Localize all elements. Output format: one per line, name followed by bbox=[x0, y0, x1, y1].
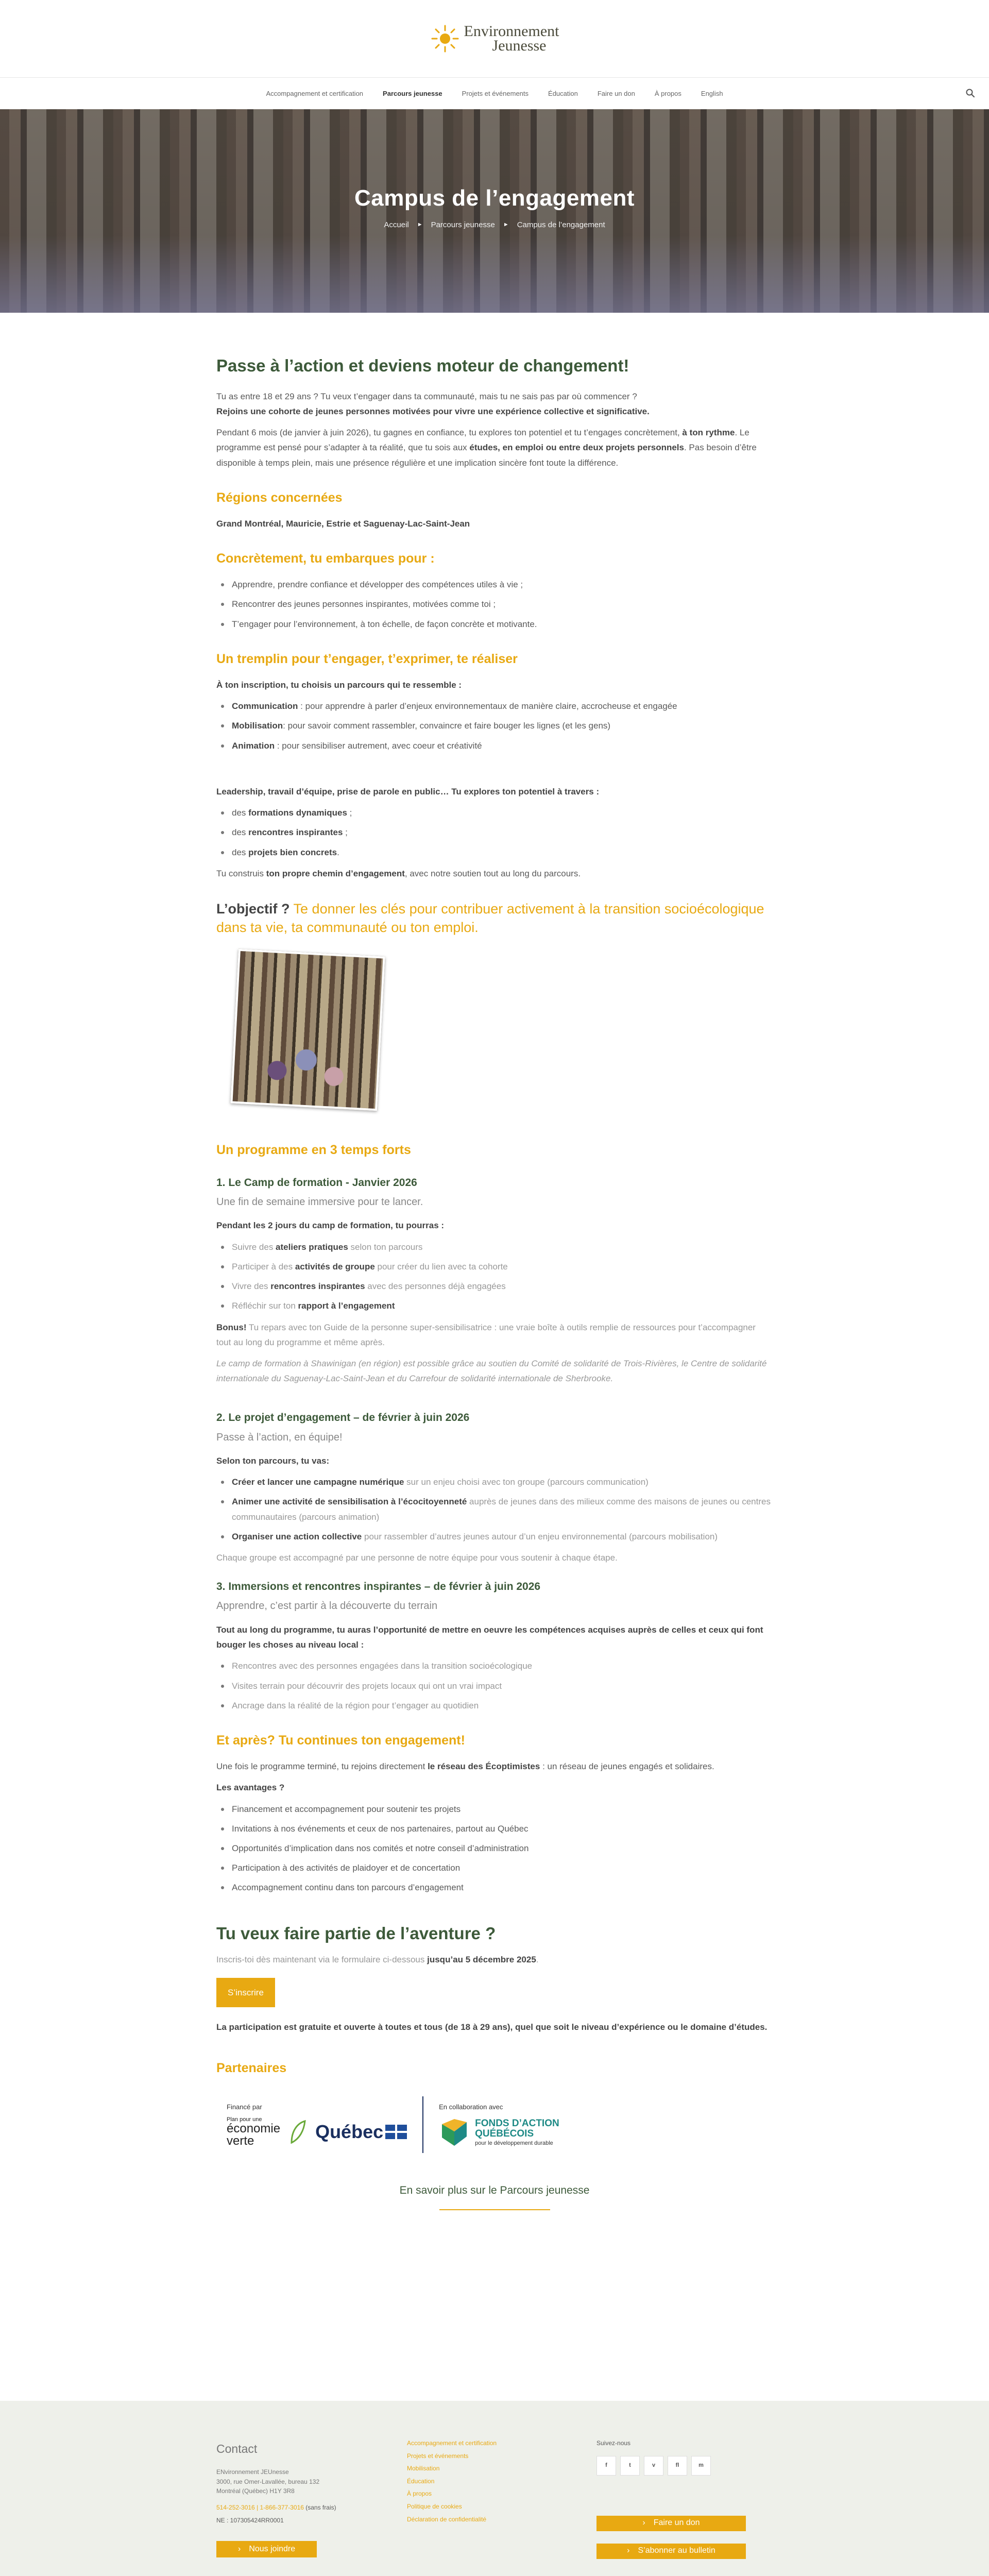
contact-button[interactable] bbox=[216, 2541, 317, 2557]
list-item: Accompagnement continu dans ton parcours d’engagement bbox=[216, 1880, 773, 1895]
step2-title: 2. Le projet d’engagement – de février à juin 2026 bbox=[216, 1412, 470, 1424]
list-item bbox=[216, 1240, 773, 1255]
explore-list bbox=[216, 805, 773, 860]
footer-links bbox=[407, 2437, 596, 2571]
phone-note: (sans frais) bbox=[303, 2503, 336, 2511]
intro-question: Tu as entre 18 et 29 ans ? Tu veux t’engager dans ta communauté, mais tu ne sais pas par où commencer ? bbox=[216, 391, 637, 401]
contact-button-label: Nous joindre bbox=[249, 2544, 296, 2553]
chemin-b: ton propre chemin d’engagement bbox=[266, 868, 405, 878]
chevron-right-icon: ► bbox=[503, 222, 509, 228]
leadership-text: Leadership, travail d’équipe, prise de parole en public… Tu explores ton potentiel à travers : bbox=[216, 786, 600, 796]
objective-text: Te donner les clés pour contribuer activement à la transition socioécologique dans ta vie, ta communauté ou ton emploi. bbox=[216, 901, 764, 936]
list-item bbox=[216, 1475, 773, 1489]
eco-big2: verte bbox=[227, 2133, 254, 2148]
footer-contact bbox=[216, 2437, 407, 2571]
intro-bold-etudes: études, en emploi ou entre deux projets personnels bbox=[469, 443, 684, 453]
fonds-l1: FONDS D’ACTION bbox=[475, 2118, 559, 2129]
item-bold: formations dynamiques bbox=[248, 808, 347, 818]
list-item bbox=[216, 1259, 773, 1274]
nav-item-don[interactable]: Faire un don bbox=[597, 90, 635, 97]
donate-button[interactable] bbox=[596, 2516, 746, 2531]
intro-heading: Passe à l’action et deviens moteur de changement! bbox=[216, 356, 629, 375]
arrow-right-icon: › bbox=[627, 2546, 630, 2555]
footer-link[interactable]: À propos bbox=[407, 2490, 432, 2498]
item-pre: des bbox=[232, 827, 249, 838]
item-pre: des bbox=[232, 847, 249, 857]
logo-area bbox=[0, 0, 989, 77]
path-desc: : pour apprendre à parler d’enjeux environnementaux de manière claire, accrocheuse et engagée bbox=[298, 701, 677, 711]
site-header bbox=[0, 0, 989, 109]
path-name: Mobilisation bbox=[232, 721, 283, 731]
donate-button-label: Faire un don bbox=[653, 2518, 700, 2528]
list-item bbox=[216, 738, 773, 753]
step2-subtitle: Passe à l’action, en équipe! bbox=[216, 1431, 343, 1443]
address-line: Montréal (Québec) H1Y 3R8 bbox=[216, 2487, 295, 2495]
cta-heading: Tu veux faire partie de l’aventure ? bbox=[216, 1923, 496, 1943]
collab-block bbox=[439, 2102, 559, 2148]
list-item: Invitations à nos événements et ceux de nos partenaires, partout au Québec bbox=[216, 1821, 773, 1836]
item-bold: Créer et lancer une campagne numérique bbox=[232, 1477, 404, 1487]
chevron-right-icon: ► bbox=[417, 222, 423, 228]
main-content bbox=[216, 313, 773, 2210]
learn-more-link[interactable] bbox=[216, 2181, 773, 2210]
breadcrumb-current: Campus de l’engagement bbox=[517, 221, 605, 229]
step3-lead: Tout au long du programme, tu auras l’opportunité de mettre en oeuvre les compétences acquises auprès de celles et ceux qui font bouger les choses au niveau local : bbox=[216, 1624, 763, 1650]
eco-text bbox=[227, 2117, 280, 2147]
item-post: ; bbox=[347, 808, 352, 818]
ne-number: NE : 107305424RR0001 bbox=[216, 2516, 284, 2524]
intro-text-a: Pendant 6 mois (de janvier à juin 2026), tu gagnes en confiance, tu explores ton potentiel et tu t’engages concrètement, bbox=[216, 428, 683, 438]
search-icon[interactable] bbox=[965, 88, 976, 98]
phone-link[interactable]: 514-252-3016 | 1-866-377-3016 bbox=[216, 2503, 304, 2511]
intro-paragraph-1 bbox=[216, 389, 773, 419]
step3-title: 3. Immersions et rencontres inspirantes – de février à juin 2026 bbox=[216, 1581, 541, 1593]
phone-line bbox=[216, 2501, 407, 2514]
register-button[interactable]: S’inscrire bbox=[216, 1978, 275, 2007]
step2-list bbox=[216, 1475, 773, 1544]
quebec-logo bbox=[315, 2116, 407, 2148]
logo-line-1: Environnement bbox=[464, 22, 559, 40]
item-post: auprès de jeunes dans des milieux comme des maisons de jeunes ou centres communautaires (parcours animation) bbox=[232, 1497, 771, 1522]
embarques-list bbox=[216, 577, 773, 632]
item-bold: rencontres inspirantes bbox=[248, 827, 343, 838]
item-bold: projets bien concrets bbox=[248, 847, 337, 857]
step1-lead: Pendant les 2 jours du camp de formation, tu pourras : bbox=[216, 1221, 445, 1231]
bonus-label: Bonus! bbox=[216, 1322, 247, 1332]
fonds-l2: QUÉBÉCOIS bbox=[475, 2128, 534, 2140]
forest-group-photo bbox=[230, 949, 385, 1111]
footer-link[interactable]: Politique de cookies bbox=[407, 2502, 462, 2510]
list-item bbox=[216, 1279, 773, 1294]
cta-free: La participation est gratuite et ouverte à toutes et tous (de 18 à 29 ans), quel que soit le niveau d’expérience ou le domaine d’études. bbox=[216, 2022, 768, 2032]
collab-label: En collaboration avec bbox=[439, 2103, 503, 2111]
eco-big1: économie bbox=[227, 2121, 281, 2136]
intro-bold-rythme: à ton rythme bbox=[682, 428, 735, 438]
breadcrumb-parcours[interactable]: Parcours jeunesse bbox=[431, 221, 495, 229]
partners-logos bbox=[227, 2089, 773, 2161]
list-item bbox=[216, 805, 773, 820]
sun-icon bbox=[430, 24, 460, 54]
footer-link[interactable]: Déclaration de confidentialité bbox=[407, 2515, 487, 2523]
item-pre: Participer à des bbox=[232, 1261, 295, 1272]
list-item: Visites terrain pour découvrir des projets locaux qui ont un vrai impact bbox=[216, 1679, 773, 1693]
item-post: pour créer du lien avec ta cohorte bbox=[374, 1261, 508, 1272]
newsletter-button-label: S’abonner au bulletin bbox=[638, 2546, 715, 2555]
bonus-paragraph bbox=[216, 1320, 773, 1350]
step1-list bbox=[216, 1240, 773, 1314]
item-bold: activités de groupe bbox=[295, 1261, 375, 1272]
apres-paragraph bbox=[216, 1759, 773, 1774]
nav-item-accompagnement[interactable]: Accompagnement et certification bbox=[266, 90, 364, 97]
list-item bbox=[216, 1494, 773, 1524]
path-name: Animation bbox=[232, 740, 275, 751]
regions-heading: Régions concernées bbox=[216, 490, 343, 505]
tremplin-intro: À ton inscription, tu choisis un parcours qui te ressemble : bbox=[216, 680, 462, 690]
site-footer bbox=[0, 2401, 989, 2576]
partners-divider bbox=[422, 2096, 423, 2153]
nav-item-projets[interactable]: Projets et événements bbox=[462, 90, 529, 97]
cta-a: Inscris-toi dès maintenant via le formulaire ci-dessous bbox=[216, 1955, 428, 1965]
logo-line-2: Jeunesse bbox=[492, 37, 547, 54]
item-post: selon ton parcours bbox=[348, 1242, 423, 1252]
finance-block bbox=[227, 2102, 407, 2148]
logo-text bbox=[464, 24, 559, 54]
path-name: Communication bbox=[232, 701, 298, 711]
regions-text: Grand Montréal, Mauricie, Estrie et Saguenay-Lac-Saint-Jean bbox=[216, 518, 470, 529]
vimeo-icon[interactable]: v bbox=[644, 2456, 663, 2476]
path-desc: : pour sensibiliser autrement, avec coeur et créativité bbox=[275, 740, 482, 751]
programme-heading: Un programme en 3 temps forts bbox=[216, 1142, 411, 1157]
item-post: sur un enjeu choisi avec ton groupe (parcours communication) bbox=[404, 1477, 649, 1487]
list-item bbox=[216, 825, 773, 840]
learn-more-text[interactable]: En savoir plus sur le Parcours jeunesse bbox=[399, 2184, 590, 2197]
list-item bbox=[216, 1529, 773, 1544]
quebec-text: Québec bbox=[315, 2121, 384, 2143]
item-pre: Suivre des bbox=[232, 1242, 276, 1252]
item-post: pour rassembler d’autres jeunes autour d’un enjeu environnemental (parcours mobilisation) bbox=[362, 1531, 718, 1541]
arrow-right-icon: › bbox=[642, 2518, 645, 2528]
chemin-c: , avec notre soutien tout au long du parcours. bbox=[404, 868, 581, 878]
partners-heading: Partenaires bbox=[216, 2061, 287, 2076]
follow-label: Suivez-nous bbox=[596, 2439, 631, 2447]
item-bold: rapport à l’engagement bbox=[298, 1301, 395, 1311]
list-item bbox=[216, 845, 773, 860]
step1-subtitle: Une fin de semaine immersive pour te lancer. bbox=[216, 1196, 423, 1208]
apres-b: le réseau des Écoptimistes bbox=[428, 1761, 540, 1772]
twitter-icon[interactable]: t bbox=[620, 2456, 640, 2476]
nav-item-a-propos[interactable]: À propos bbox=[654, 90, 681, 97]
item-pre: Réfléchir sur ton bbox=[232, 1301, 298, 1311]
page-title: Campus de l’engagement bbox=[354, 185, 635, 211]
breadcrumb-home[interactable]: Accueil bbox=[384, 221, 409, 229]
step3-list bbox=[216, 1658, 773, 1713]
fonds-l3: pour le développement durable bbox=[475, 2140, 553, 2146]
chemin-a: Tu construis bbox=[216, 868, 266, 878]
list-item: Rencontres avec des personnes engagées dans la transition socioécologique bbox=[216, 1658, 773, 1673]
contact-title: Contact bbox=[216, 2442, 258, 2455]
eco-small: Plan pour une bbox=[227, 2116, 262, 2123]
list-item: Ancrage dans la réalité de la région pour t’engager au quotidien bbox=[216, 1698, 773, 1713]
flickr-icon[interactable]: fl bbox=[668, 2456, 687, 2476]
item-bold: Animer une activité de sensibilisation à l’écocitoyenneté bbox=[232, 1497, 467, 1507]
footer-link[interactable]: Accompagnement et certification bbox=[407, 2439, 497, 2447]
cta-b: jusqu’au 5 décembre 2025 bbox=[427, 1955, 536, 1965]
item-post: ; bbox=[343, 827, 348, 838]
list-item: Apprendre, prendre confiance et développer des compétences utiles à vie ; bbox=[216, 577, 773, 592]
advantages-label: Les avantages ? bbox=[216, 1783, 285, 1793]
list-item bbox=[216, 699, 773, 714]
fonds-leaf-icon bbox=[439, 2117, 470, 2148]
cta-line bbox=[216, 1952, 773, 1967]
list-item bbox=[216, 718, 773, 733]
apres-c: : un réseau de jeunes engagés et solidaires. bbox=[540, 1761, 714, 1772]
item-post: avec des personnes déjà engagées bbox=[365, 1281, 506, 1292]
intro-paragraph-2 bbox=[216, 425, 773, 470]
hero-content bbox=[0, 185, 989, 229]
item-pre: Vivre des bbox=[232, 1281, 271, 1292]
list-item: T’engager pour l’environnement, à ton échelle, de façon concrète et motivante. bbox=[216, 617, 773, 632]
footer-follow bbox=[596, 2437, 773, 2571]
item-bold: Organiser une action collective bbox=[232, 1531, 362, 1541]
step1-note: Le camp de formation à Shawinigan (en région) est possible grâce au soutien du Comité de solidarité de Trois-Rivières, le Centre de solidarité internationale du Saguenay-Lac-Saint-Jean et du Carrefour de solidarité internationale de Sherbrooke. bbox=[216, 1358, 767, 1384]
step1-title: 1. Le Camp de formation - Janvier 2026 bbox=[216, 1176, 417, 1189]
leaf-icon bbox=[289, 2120, 306, 2144]
economie-verte-logo bbox=[227, 2116, 407, 2148]
objective-label: L’objectif ? bbox=[216, 901, 290, 917]
bonus-text: Tu repars avec ton Guide de la personne super-sensibilisatrice : une vraie boîte à outils remplie de ressources pour t’accompagner tout au long du programme et même après. bbox=[216, 1322, 756, 1347]
nav-item-education[interactable]: Éducation bbox=[548, 90, 578, 97]
address-line: 3000, rue Omer-Lavallée, bureau 132 bbox=[216, 2478, 320, 2485]
intro-text-c: . Le programme est pensé pour s’adapter à ta réalité, que tu sois aux bbox=[216, 428, 749, 453]
step3-subtitle: Apprendre, c’est partir à la découverte du terrain bbox=[216, 1600, 438, 1612]
footer-link[interactable]: Projets et événements bbox=[407, 2452, 469, 2460]
list-item: Rencontrer des jeunes personnes inspirantes, motivées comme toi ; bbox=[216, 597, 773, 612]
mail-icon[interactable]: m bbox=[691, 2456, 711, 2476]
nav-item-parcours-jeunesse[interactable]: Parcours jeunesse bbox=[383, 90, 442, 97]
apres-a: Une fois le programme terminé, tu rejoins directement bbox=[216, 1761, 428, 1772]
list-item: Financement et accompagnement pour soutenir tes projets bbox=[216, 1802, 773, 1817]
fonds-logo bbox=[439, 2117, 559, 2148]
hero-banner bbox=[0, 109, 989, 313]
apres-heading: Et après? Tu continues ton engagement! bbox=[216, 1733, 465, 1748]
tremplin-heading: Un tremplin pour t’engager, t’exprimer, te réaliser bbox=[216, 651, 518, 666]
list-item: Opportunités d’implication dans nos comités et notre conseil d’administration bbox=[216, 1841, 773, 1856]
learn-more-underline bbox=[439, 2209, 550, 2210]
nav-item-english[interactable]: English bbox=[701, 90, 723, 97]
intro-cohort: Rejoins une cohorte de jeunes personnes motivées pour vivre une expérience collective et significative. bbox=[216, 406, 650, 416]
advantages-list bbox=[216, 1802, 773, 1895]
path-desc: : pour savoir comment rassembler, convaincre et faire bouger les lignes (et les gens) bbox=[283, 721, 611, 731]
main-nav bbox=[0, 77, 989, 109]
newsletter-button[interactable] bbox=[596, 2544, 746, 2559]
arrow-right-icon: › bbox=[238, 2544, 241, 2553]
item-bold: ateliers pratiques bbox=[276, 1242, 348, 1252]
step2-note: Chaque groupe est accompagné par une personne de notre équipe pour vous soutenir à chaque étape. bbox=[216, 1553, 618, 1563]
embarques-heading: Concrètement, tu embarques pour : bbox=[216, 551, 435, 566]
footer-link[interactable]: Éducation bbox=[407, 2477, 435, 2485]
item-pre: des bbox=[232, 808, 249, 818]
footer-link[interactable]: Mobilisation bbox=[407, 2465, 440, 2472]
item-post: . bbox=[337, 847, 339, 857]
objective-block bbox=[216, 900, 773, 937]
step2-lead: Selon ton parcours, tu vas: bbox=[216, 1455, 330, 1466]
site-logo[interactable] bbox=[430, 24, 559, 54]
quebec-flag-icon bbox=[385, 2125, 407, 2139]
fonds-text bbox=[475, 2119, 559, 2146]
intro-text-e: . Pas besoin d’être disponible à temps plein, mais une présence régulière et une implication sincère font toute la différence. bbox=[216, 443, 757, 468]
cta-c: . bbox=[536, 1955, 539, 1965]
finance-label: Financé par bbox=[227, 2103, 262, 2111]
footer-columns bbox=[216, 2401, 773, 2571]
item-bold: rencontres inspirantes bbox=[270, 1281, 365, 1292]
list-item: Participation à des activités de plaidoyer et de concertation bbox=[216, 1860, 773, 1875]
address-line: ENvironnement JEUnesse bbox=[216, 2468, 289, 2476]
paths-list bbox=[216, 699, 773, 753]
address bbox=[216, 2467, 407, 2496]
facebook-icon[interactable]: f bbox=[596, 2456, 616, 2476]
chemin-paragraph bbox=[216, 866, 773, 881]
breadcrumb bbox=[0, 221, 989, 229]
social-links bbox=[596, 2456, 773, 2476]
list-item bbox=[216, 1298, 773, 1313]
